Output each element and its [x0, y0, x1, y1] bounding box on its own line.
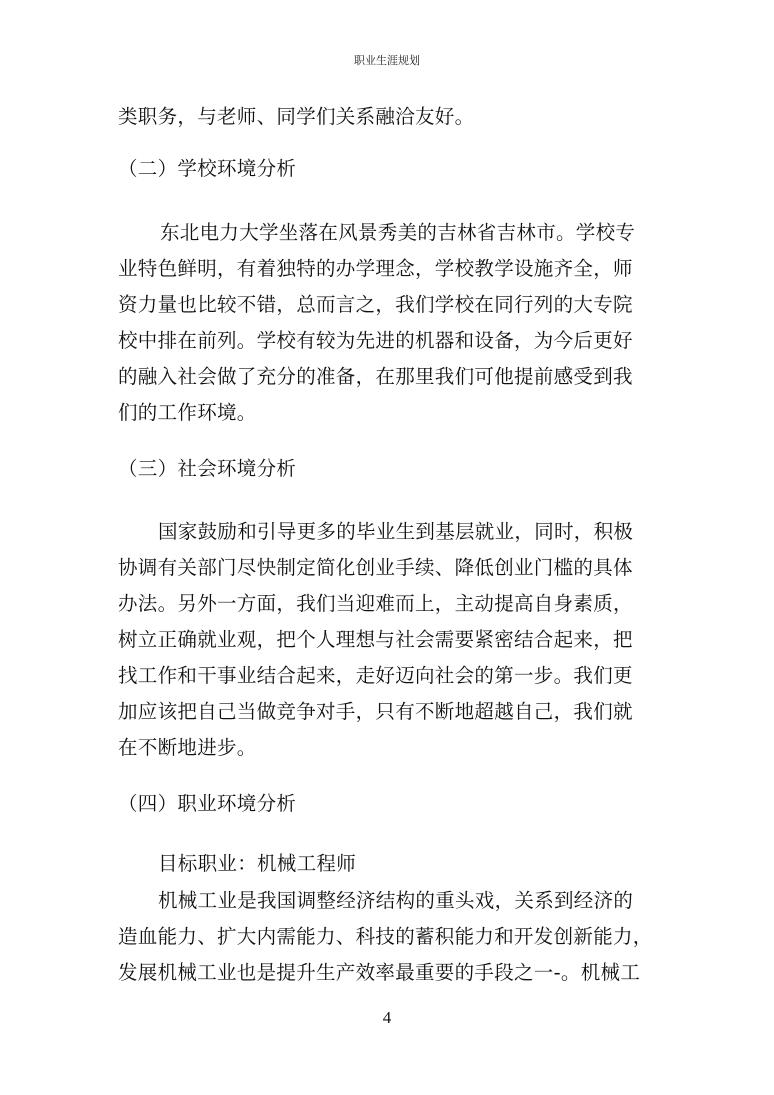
- section-heading-school: （二）学校环境分析: [118, 157, 297, 180]
- page-number: 4: [382, 1008, 392, 1027]
- paragraph-line: 发展机械工业也是提升生产效率最重要的手段之一-。机械工: [118, 961, 641, 984]
- paragraph-line: 资力量也比较不错，总而言之，我们学校在同行列的大专院: [118, 293, 633, 316]
- section-heading-career: （四）职业环境分析: [118, 792, 297, 815]
- paragraph-line: 加应该把自己当做竞争对手，只有不断地超越自己，我们就: [118, 700, 633, 723]
- target-career-line: 目标职业：机械工程师: [158, 852, 357, 875]
- running-header: 职业生涯规划: [354, 54, 420, 67]
- section-heading-society: （三）社会环境分析: [118, 457, 297, 480]
- paragraph-line: 树立正确就业观，把个人理想与社会需要紧密结合起来，把: [118, 628, 633, 651]
- paragraph-line: 的融入社会做了充分的准备，在那里我们可他提前感受到我: [118, 365, 633, 388]
- paragraph-line: 东北电力大学坐落在风景秀美的吉林省吉林市。学校专: [160, 221, 636, 244]
- paragraph-line: 校中排在前列。学校有较为先进的机器和设备，为今后更好: [118, 329, 633, 352]
- paragraph-line: 国家鼓励和引导更多的毕业生到基层就业，同时，积极: [158, 520, 634, 543]
- paragraph-line: 在不断地进步。: [118, 736, 257, 759]
- paragraph-line: 业特色鲜明，有着独特的办学理念，学校教学设施齐全，师: [118, 257, 633, 280]
- header-rule: [117, 74, 657, 75]
- paragraph-line: 类职务，与老师、同学们关系融洽友好。: [118, 105, 475, 128]
- paragraph-line: 办法。另外一方面，我们当迎难而上，主动提高自身素质，: [118, 592, 633, 615]
- paragraph-line: 协调有关部门尽快制定简化创业手续、降低创业门槛的具体: [118, 556, 633, 579]
- paragraph-line: 造血能力、扩大内需能力、科技的蓄积能力和开发创新能力，: [118, 925, 653, 948]
- paragraph-line: 找工作和干事业结合起来，走好迈向社会的第一步。我们更: [118, 664, 633, 687]
- paragraph-line: 机械工业是我国调整经济结构的重头戏，关系到经济的: [158, 889, 634, 912]
- paragraph-line: 们的工作环境。: [118, 401, 257, 424]
